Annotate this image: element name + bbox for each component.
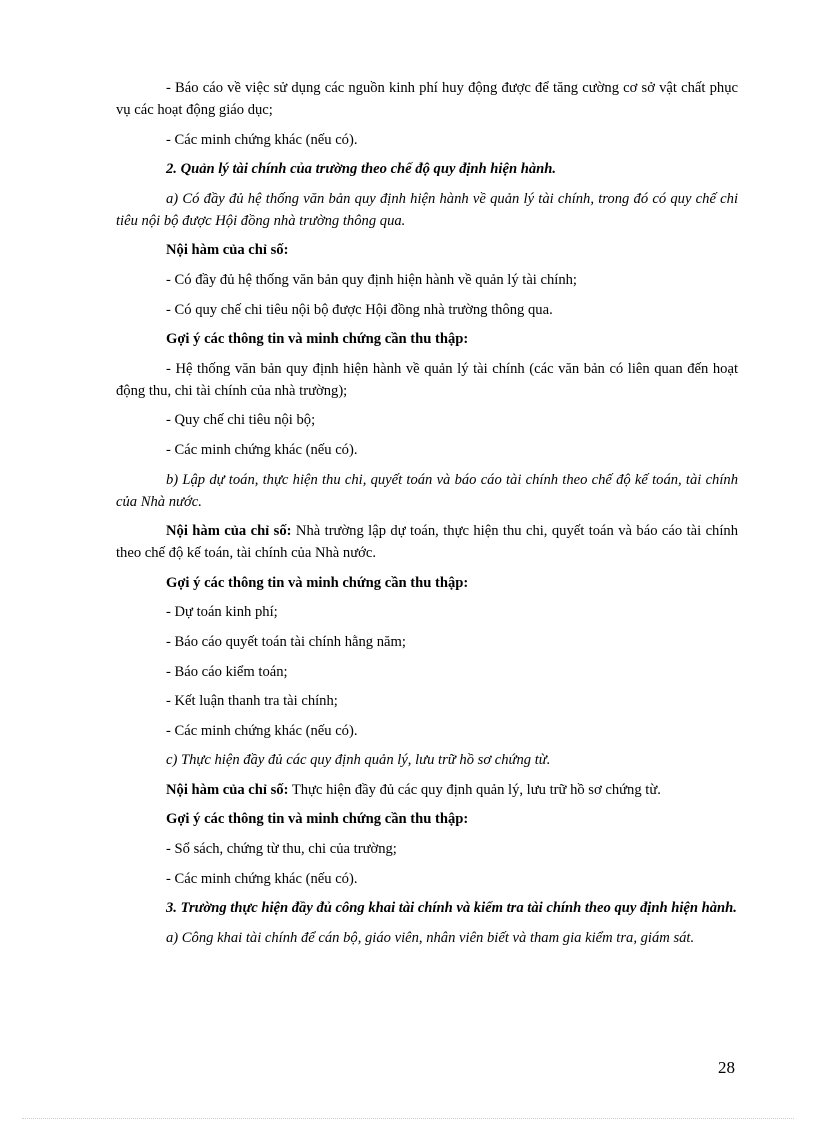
paragraph: - Báo cáo về việc sử dụng các nguồn kinh phí huy động được để tăng cường cơ sở vật chất phục vụ các hoạt động giáo dục; (116, 80, 738, 118)
paragraph-mixed (116, 779, 738, 801)
inline-text: Thực hiện đầy đủ các quy định quản lý, lưu trữ hồ sơ chứng từ. (288, 781, 661, 798)
paragraph: - Các minh chứng khác (nếu có). (166, 722, 358, 739)
paragraph: - Quy chế chi tiêu nội bộ; (166, 412, 316, 429)
paragraph: - Có quy chế chi tiêu nội bộ được Hội đồng nhà trường thông qua. (166, 301, 553, 318)
paragraph: - Kết luận thanh tra tài chính; (166, 693, 338, 710)
inline-label: Nội hàm của chỉ số: (166, 781, 289, 798)
criterion-text: b) Lập dự toán, thực hiện thu chi, quyết toán và báo cáo tài chính theo chế độ kế toán, tài chính của Nhà nước. (116, 471, 738, 510)
criterion-text: c) Thực hiện đầy đủ các quy định quản lý, lưu trữ hồ sơ chứng từ. (166, 752, 551, 769)
paragraph: - Các minh chứng khác (nếu có). (166, 870, 358, 887)
subheading: Gợi ý các thông tin và minh chứng cần thu thập: (166, 811, 469, 828)
paragraph: - Các minh chứng khác (nếu có). (166, 131, 358, 148)
subheading: Nội hàm của chỉ số: (166, 242, 289, 259)
paragraph-mixed (116, 520, 738, 564)
paragraph: - Có đầy đủ hệ thống văn bản quy định hiện hành về quản lý tài chính; (166, 271, 577, 288)
paragraph: - Báo cáo kiểm toán; (166, 663, 288, 680)
subheading: Gợi ý các thông tin và minh chứng cần thu thập: (166, 331, 469, 348)
criterion-text: a) Công khai tài chính để cán bộ, giáo viên, nhân viên biết và tham gia kiểm tra, giám sát. (166, 929, 695, 946)
criterion-text: a) Có đầy đủ hệ thống văn bản quy định hiện hành về quản lý tài chính, trong đó có quy chế chi tiêu nội bộ được Hội đồng nhà trường thông qua. (116, 190, 738, 229)
paragraph: - Dự toán kinh phí; (166, 604, 278, 621)
page-number: 28 (718, 1058, 735, 1077)
paragraph: - Hệ thống văn bản quy định hiện hành về quản lý tài chính (các văn bản có liên quan đến hoạt động thu, chi tài chính của nhà trường); (116, 360, 738, 399)
page-bottom-rule (22, 1118, 794, 1119)
section-heading: 2. Quản lý tài chính của trường theo chế độ quy định hiện hành. (166, 161, 557, 178)
inline-label: Nội hàm của chỉ số: (166, 523, 292, 540)
document-body (116, 77, 738, 956)
paragraph: - Sổ sách, chứng từ thu, chi của trường; (166, 841, 397, 858)
section-heading: 3. Trường thực hiện đầy đủ công khai tài chính và kiểm tra tài chính theo quy định hiện hành. (166, 900, 737, 917)
paragraph: - Báo cáo quyết toán tài chính hằng năm; (166, 633, 406, 650)
subheading: Gợi ý các thông tin và minh chứng cần thu thập: (166, 574, 469, 591)
paragraph: - Các minh chứng khác (nếu có). (166, 441, 358, 458)
inline-text: Nhà trường lập dự toán, thực hiện thu chi, quyết toán và báo cáo tài chính theo chế độ kế toán, tài chính của Nhà nước. (116, 523, 739, 562)
